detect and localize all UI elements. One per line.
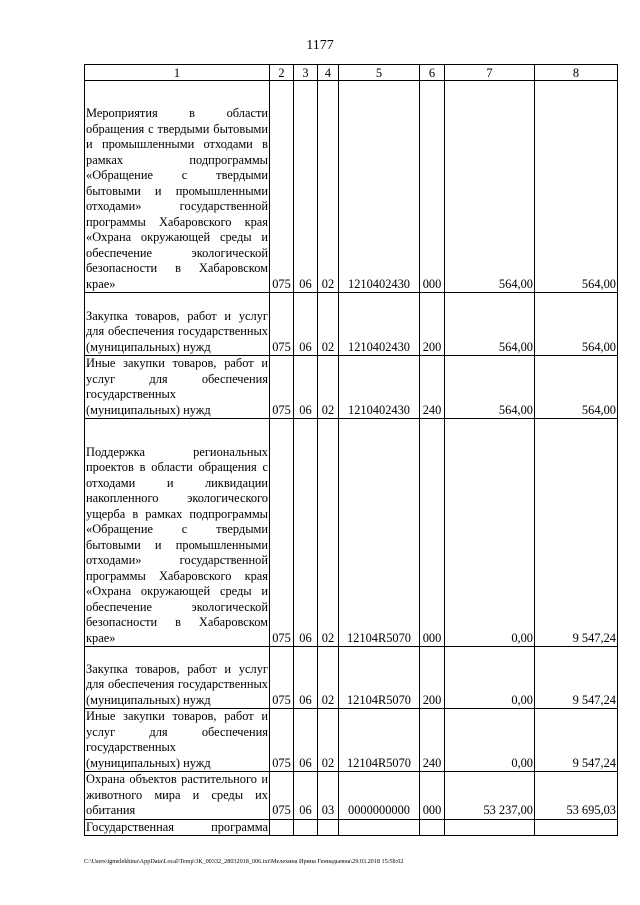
cell-target-article: 1210402430 — [339, 293, 420, 356]
cell-amount-col7: 0,00 — [445, 647, 535, 709]
header-cell: 8 — [535, 65, 618, 81]
row-description: Иные закупки товаров, работ и услуг для обеспечения государственных (муниципальных) нужд — [86, 356, 268, 417]
cell-amount-col8: 53 695,03 — [535, 772, 618, 820]
cell-admin-code: 075 — [270, 772, 294, 820]
cell-target-article: 1210402430 — [339, 356, 420, 419]
row-description: Мероприятия в области обращения с твердыми бытовыми и промышленными отходами в рамках подпрограммы «Обращение с твердыми бытовыми и промышленными отходами» государственной программы Хабаровского края «Охрана окружающей среды и обеспечение экологической безопасности в Хабаровском крае» — [85, 81, 270, 293]
cell-admin-code: 075 — [270, 709, 294, 772]
table-row — [85, 772, 618, 820]
cell-amount-col8: 9 547,24 — [535, 709, 618, 772]
header-cell: 4 — [318, 65, 339, 81]
cell-expense-type: 240 — [420, 709, 445, 772]
cell-section: 06 — [294, 356, 318, 419]
page-number: 1177 — [306, 38, 334, 53]
cell-target-article: 0000000000 — [339, 772, 420, 820]
cell-expense-type: 000 — [420, 772, 445, 820]
cell-subsection — [318, 819, 339, 836]
cell-section: 06 — [294, 647, 318, 709]
cell-subsection: 02 — [318, 356, 339, 419]
row-description: Иные закупки товаров, работ и услуг для обеспечения государственных (муниципальных) нужд — [86, 709, 268, 770]
table-row — [85, 647, 618, 709]
cell-subsection: 03 — [318, 772, 339, 820]
cell-expense-type: 240 — [420, 356, 445, 419]
cell-section: 06 — [294, 709, 318, 772]
cell-section: 06 — [294, 419, 318, 647]
row-description: Закупка товаров, работ и услуг для обеспечения государственных (муниципальных) нужд — [85, 647, 270, 709]
cell-amount-col8: 564,00 — [535, 81, 618, 293]
cell-admin-code: 075 — [270, 647, 294, 709]
cell-amount-col7: 53 237,00 — [445, 772, 535, 820]
document-footer-path: C:\Users\igmelekhina\AppData\Local\Temp\ЗК_00332_28032018_006.txt\Мелехина Ирина Геннадьевна\29.03.2018 15:58:02 — [84, 858, 404, 865]
cell-amount-col7 — [445, 819, 535, 836]
header-cell: 5 — [339, 65, 420, 81]
cell-amount-col7: 564,00 — [445, 356, 535, 419]
table-header-row — [85, 65, 618, 81]
cell-admin-code: 075 — [270, 419, 294, 647]
cell-amount-col8: 9 547,24 — [535, 647, 618, 709]
cell-target-article — [339, 819, 420, 836]
budget-table — [84, 64, 618, 836]
cell-amount-col8: 564,00 — [535, 293, 618, 356]
row-description: Закупка товаров, работ и услуг для обеспечения государственных (муниципальных) нужд — [85, 293, 270, 356]
cell-expense-type: 000 — [420, 419, 445, 647]
cell-section: 06 — [294, 81, 318, 293]
cell-expense-type — [420, 819, 445, 836]
row-description: Охрана объектов растительного и животного мира и среды их обитания — [86, 772, 268, 817]
table-row — [85, 419, 618, 647]
cell-amount-col7: 0,00 — [445, 419, 535, 647]
cell-admin-code: 075 — [270, 356, 294, 419]
table-row — [85, 709, 618, 772]
cell-amount-col8: 564,00 — [535, 356, 618, 419]
cell-expense-type: 200 — [420, 293, 445, 356]
table-row — [85, 819, 618, 836]
table-row — [85, 356, 618, 419]
cell-admin-code — [270, 819, 294, 836]
cell-expense-type: 000 — [420, 81, 445, 293]
cell-amount-col7: 0,00 — [445, 709, 535, 772]
cell-subsection: 02 — [318, 293, 339, 356]
cell-admin-code: 075 — [270, 81, 294, 293]
cell-subsection: 02 — [318, 709, 339, 772]
header-cell: 7 — [445, 65, 535, 81]
header-cell: 6 — [420, 65, 445, 81]
cell-subsection: 02 — [318, 81, 339, 293]
cell-target-article: 12104R5070 — [339, 419, 420, 647]
header-cell: 3 — [294, 65, 318, 81]
cell-section: 06 — [294, 772, 318, 820]
table-row — [85, 81, 618, 293]
cell-amount-col8: 9 547,24 — [535, 419, 618, 647]
row-description: Государственная программа — [86, 819, 268, 834]
cell-target-article: 1210402430 — [339, 81, 420, 293]
cell-expense-type: 200 — [420, 647, 445, 709]
cell-admin-code: 075 — [270, 293, 294, 356]
header-cell: 1 — [85, 65, 270, 81]
cell-subsection: 02 — [318, 419, 339, 647]
cell-amount-col8 — [535, 819, 618, 836]
cell-section: 06 — [294, 293, 318, 356]
table-row — [85, 293, 618, 356]
cell-amount-col7: 564,00 — [445, 81, 535, 293]
cell-section — [294, 819, 318, 836]
header-cell: 2 — [270, 65, 294, 81]
cell-target-article: 12104R5070 — [339, 647, 420, 709]
cell-target-article: 12104R5070 — [339, 709, 420, 772]
row-description: Поддержка региональных проектов в области обращения с отходами и ликвидации накопленного экологического ущерба в рамках подпрограммы «Обращение с твердыми бытовыми и промышленными отходами» государственной программы Хабаровского края «Охрана окружающей среды и обеспечение экологической безопасности в Хабаровском крае» — [85, 419, 270, 647]
cell-amount-col7: 564,00 — [445, 293, 535, 356]
cell-subsection: 02 — [318, 647, 339, 709]
